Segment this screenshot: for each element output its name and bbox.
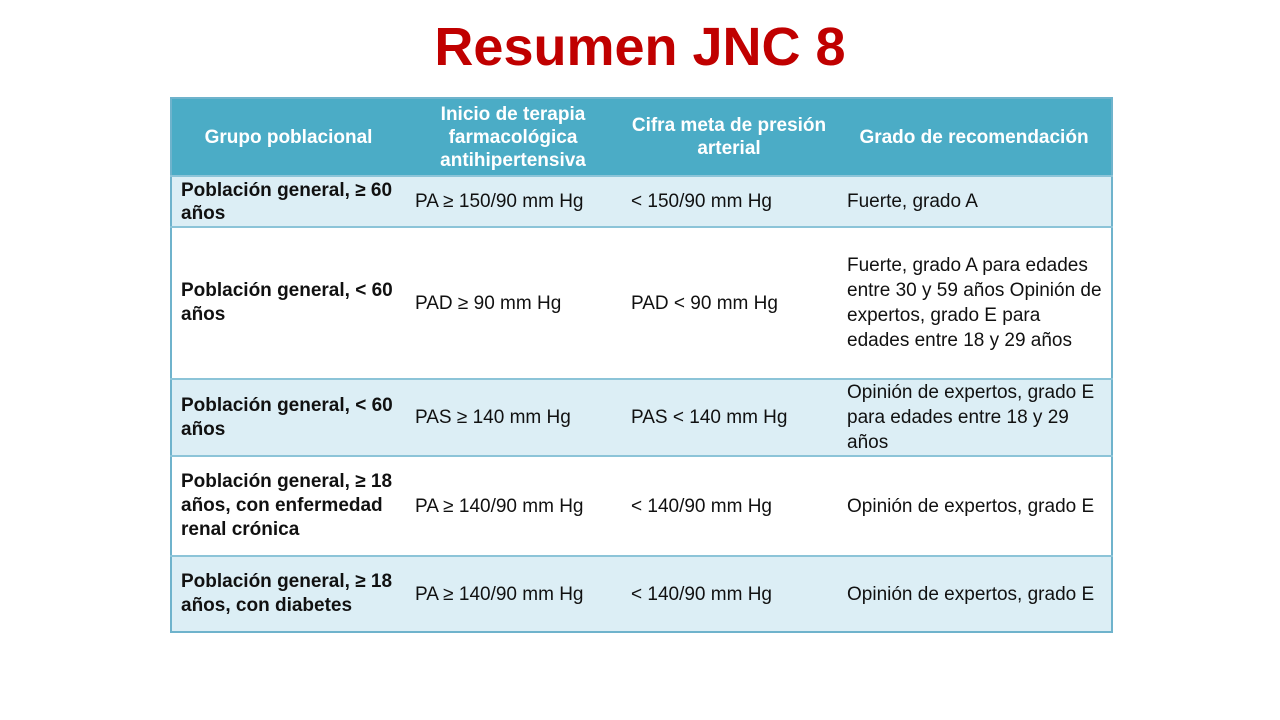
header-grado-recomendacion: Grado de recomendación: [859, 126, 1089, 148]
cell-start: PA ≥ 140/90 mm Hg: [405, 456, 621, 556]
table-row: [171, 556, 1112, 632]
cell-group: Población general, ≥ 60 años: [171, 176, 405, 227]
cell-group: Población general, < 60 años: [171, 379, 405, 456]
header-inicio-terapia: Inicio de terapia farmacológica antihipertensiva: [440, 103, 586, 171]
cell-goal: PAS < 140 mm Hg: [621, 379, 837, 456]
cell-grade: Fuerte, grado A para edades entre 30 y 59 años Opinión de expertos, grado E para edades entre 18 y 29 años: [837, 227, 1112, 379]
cell-start: PA ≥ 140/90 mm Hg: [405, 556, 621, 632]
header-cifra-meta: Cifra meta de presión arterial: [631, 115, 827, 159]
cell-grade: Fuerte, grado A: [837, 176, 1112, 227]
cell-start: PAD ≥ 90 mm Hg: [405, 227, 621, 379]
cell-grade: Opinión de expertos, grado E para edades entre 18 y 29 años: [837, 379, 1112, 456]
header-grupo-poblacional: Grupo poblacional: [204, 126, 373, 148]
table-row: [171, 456, 1112, 556]
cell-group: Población general, ≥ 18 años, con diabetes: [171, 556, 405, 632]
cell-goal: PAD < 90 mm Hg: [621, 227, 837, 379]
cell-goal: < 140/90 mm Hg: [621, 456, 837, 556]
table-header-row: [171, 98, 1112, 176]
page-title: Resumen JNC 8: [434, 17, 846, 77]
table-row: [171, 176, 1112, 227]
table-row: [171, 379, 1112, 456]
cell-start: PAS ≥ 140 mm Hg: [405, 379, 621, 456]
cell-grade: Opinión de expertos, grado E: [837, 456, 1112, 556]
table-row: [171, 227, 1112, 379]
cell-goal: < 150/90 mm Hg: [621, 176, 837, 227]
cell-goal: < 140/90 mm Hg: [621, 556, 837, 632]
cell-group: Población general, ≥ 18 años, con enfermedad renal crónica: [171, 456, 405, 556]
jnc8-summary-table: [170, 97, 1113, 633]
cell-start: PA ≥ 150/90 mm Hg: [405, 176, 621, 227]
cell-group: Población general, < 60 años: [171, 227, 405, 379]
cell-grade: Opinión de expertos, grado E: [837, 556, 1112, 632]
